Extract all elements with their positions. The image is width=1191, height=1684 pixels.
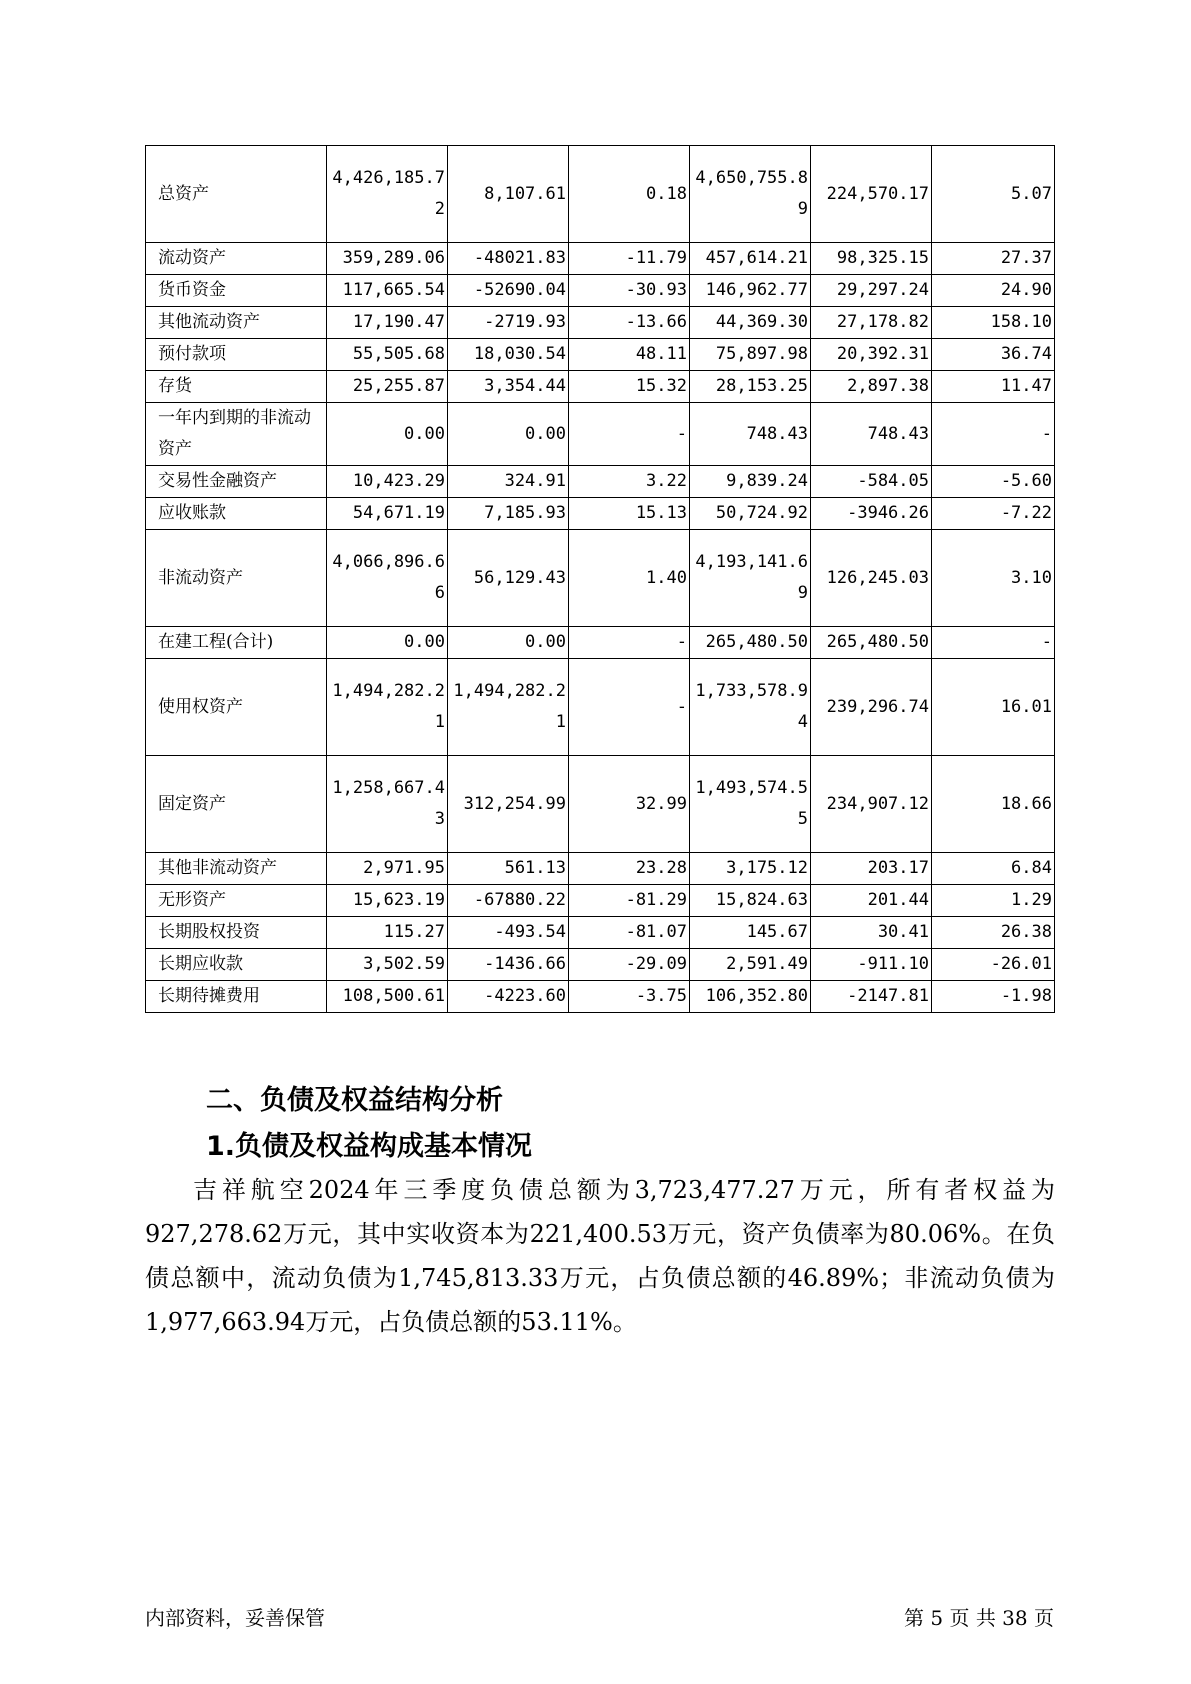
value-cell: 239,296.74	[811, 659, 932, 756]
value-cell: 32.99	[569, 756, 690, 853]
value-cell: 15.32	[569, 371, 690, 403]
table-row	[146, 371, 1055, 403]
row-label: 一年内到期的非流动资产	[146, 403, 327, 466]
value-cell: -2147.81	[811, 981, 932, 1013]
value-cell: 1.29	[932, 885, 1055, 917]
value-cell: 265,480.50	[811, 627, 932, 659]
value-cell: 9,839.24	[690, 466, 811, 498]
row-label: 使用权资产	[146, 659, 327, 756]
value-cell: 201.44	[811, 885, 932, 917]
value-cell: -1.98	[932, 981, 1055, 1013]
value-cell: 1,258,667.43	[327, 756, 448, 853]
row-label: 总资产	[146, 146, 327, 243]
value-cell: -7.22	[932, 498, 1055, 530]
value-cell: 158.10	[932, 307, 1055, 339]
value-cell: 18,030.54	[448, 339, 569, 371]
value-cell: 15,623.19	[327, 885, 448, 917]
value-cell: 1,494,282.21	[448, 659, 569, 756]
value-cell: 234,907.12	[811, 756, 932, 853]
table-row	[146, 917, 1055, 949]
value-cell: -81.07	[569, 917, 690, 949]
value-cell: 24.90	[932, 275, 1055, 307]
row-label: 其他非流动资产	[146, 853, 327, 885]
table-row	[146, 275, 1055, 307]
value-cell: 0.00	[327, 403, 448, 466]
table-row	[146, 853, 1055, 885]
value-cell: 117,665.54	[327, 275, 448, 307]
row-label: 非流动资产	[146, 530, 327, 627]
row-label: 在建工程(合计)	[146, 627, 327, 659]
value-cell: 4,426,185.72	[327, 146, 448, 243]
value-cell: 29,297.24	[811, 275, 932, 307]
row-label: 其他流动资产	[146, 307, 327, 339]
value-cell: 3,502.59	[327, 949, 448, 981]
value-cell: 2,897.38	[811, 371, 932, 403]
value-cell: 1,733,578.94	[690, 659, 811, 756]
value-cell: -	[569, 659, 690, 756]
value-cell: -67880.22	[448, 885, 569, 917]
value-cell: 203.17	[811, 853, 932, 885]
section-title: 二、负债及权益结构分析	[206, 1085, 503, 1116]
value-cell: -3946.26	[811, 498, 932, 530]
value-cell: 0.00	[448, 627, 569, 659]
value-cell: 36.74	[932, 339, 1055, 371]
value-cell: 27.37	[932, 243, 1055, 275]
table-row	[146, 243, 1055, 275]
value-cell: 11.47	[932, 371, 1055, 403]
value-cell: 16.01	[932, 659, 1055, 756]
row-label: 交易性金融资产	[146, 466, 327, 498]
table-row	[146, 885, 1055, 917]
table-row	[146, 756, 1055, 853]
row-label: 流动资产	[146, 243, 327, 275]
value-cell: 126,245.03	[811, 530, 932, 627]
value-cell: -	[932, 627, 1055, 659]
value-cell: 457,614.21	[690, 243, 811, 275]
value-cell: 2,591.49	[690, 949, 811, 981]
table-row	[146, 403, 1055, 466]
row-label: 应收账款	[146, 498, 327, 530]
value-cell: 4,193,141.69	[690, 530, 811, 627]
table-row	[146, 627, 1055, 659]
body-paragraph: 吉祥航空2024年三季度负债总额为3,723,477.27万元，所有者权益为927,278.62万元，其中实收资本为221,400.53万元，资产负债率为80.06%。在负债总额中，流动负债为1,745,813.33万元，占负债总额的46.89%；非流动负债为1,977,663.94万元，占负债总额的53.11%。	[145, 1176, 1055, 1336]
value-cell: 4,066,896.66	[327, 530, 448, 627]
value-cell: 5.07	[932, 146, 1055, 243]
table-row	[146, 307, 1055, 339]
value-cell: -11.79	[569, 243, 690, 275]
value-cell: 1,494,282.21	[327, 659, 448, 756]
value-cell: -29.09	[569, 949, 690, 981]
value-cell: 0.18	[569, 146, 690, 243]
value-cell: -1436.66	[448, 949, 569, 981]
value-cell: -	[569, 627, 690, 659]
row-label: 长期待摊费用	[146, 981, 327, 1013]
value-cell: -493.54	[448, 917, 569, 949]
value-cell: 30.41	[811, 917, 932, 949]
value-cell: 1,493,574.55	[690, 756, 811, 853]
value-cell: -30.93	[569, 275, 690, 307]
asset-structure-table	[145, 145, 1055, 1013]
value-cell: -	[569, 403, 690, 466]
row-label: 货币资金	[146, 275, 327, 307]
value-cell: 1.40	[569, 530, 690, 627]
value-cell: 28,153.25	[690, 371, 811, 403]
value-cell: 359,289.06	[327, 243, 448, 275]
value-cell: 115.27	[327, 917, 448, 949]
value-cell: -13.66	[569, 307, 690, 339]
value-cell: 48.11	[569, 339, 690, 371]
table-row	[146, 498, 1055, 530]
value-cell: -48021.83	[448, 243, 569, 275]
table-row	[146, 339, 1055, 371]
value-cell: 17,190.47	[327, 307, 448, 339]
value-cell: 10,423.29	[327, 466, 448, 498]
value-cell: 312,254.99	[448, 756, 569, 853]
row-label: 无形资产	[146, 885, 327, 917]
value-cell: 7,185.93	[448, 498, 569, 530]
sub-title: 1.负债及权益构成基本情况	[206, 1131, 533, 1162]
value-cell: 145.67	[690, 917, 811, 949]
value-cell: -52690.04	[448, 275, 569, 307]
value-cell: 55,505.68	[327, 339, 448, 371]
value-cell: -	[932, 403, 1055, 466]
value-cell: -2719.93	[448, 307, 569, 339]
value-cell: 3.10	[932, 530, 1055, 627]
value-cell: 748.43	[690, 403, 811, 466]
table-row	[146, 466, 1055, 498]
value-cell: 50,724.92	[690, 498, 811, 530]
value-cell: 18.66	[932, 756, 1055, 853]
table-row	[146, 981, 1055, 1013]
value-cell: 44,369.30	[690, 307, 811, 339]
value-cell: 108,500.61	[327, 981, 448, 1013]
value-cell: 2,971.95	[327, 853, 448, 885]
value-cell: 0.00	[448, 403, 569, 466]
value-cell: 15.13	[569, 498, 690, 530]
value-cell: 23.28	[569, 853, 690, 885]
row-label: 固定资产	[146, 756, 327, 853]
value-cell: -26.01	[932, 949, 1055, 981]
footer-confidential-note: 内部资料，妥善保管	[145, 1606, 325, 1630]
table-row	[146, 530, 1055, 627]
value-cell: 561.13	[448, 853, 569, 885]
value-cell: 26.38	[932, 917, 1055, 949]
value-cell: -3.75	[569, 981, 690, 1013]
table-body	[146, 146, 1055, 1013]
value-cell: 6.84	[932, 853, 1055, 885]
value-cell: 98,325.15	[811, 243, 932, 275]
value-cell: 3,175.12	[690, 853, 811, 885]
value-cell: 3.22	[569, 466, 690, 498]
row-label: 长期股权投资	[146, 917, 327, 949]
value-cell: 56,129.43	[448, 530, 569, 627]
value-cell: 27,178.82	[811, 307, 932, 339]
row-label: 预付款项	[146, 339, 327, 371]
value-cell: 4,650,755.89	[690, 146, 811, 243]
table-row	[146, 949, 1055, 981]
table-row	[146, 146, 1055, 243]
value-cell: -81.29	[569, 885, 690, 917]
value-cell: 324.91	[448, 466, 569, 498]
value-cell: 15,824.63	[690, 885, 811, 917]
value-cell: 8,107.61	[448, 146, 569, 243]
value-cell: 748.43	[811, 403, 932, 466]
value-cell: -911.10	[811, 949, 932, 981]
row-label: 存货	[146, 371, 327, 403]
value-cell: -584.05	[811, 466, 932, 498]
value-cell: 106,352.80	[690, 981, 811, 1013]
value-cell: 3,354.44	[448, 371, 569, 403]
table-row	[146, 659, 1055, 756]
value-cell: 25,255.87	[327, 371, 448, 403]
value-cell: 224,570.17	[811, 146, 932, 243]
value-cell: 0.00	[327, 627, 448, 659]
value-cell: 146,962.77	[690, 275, 811, 307]
value-cell: 54,671.19	[327, 498, 448, 530]
value-cell: -5.60	[932, 466, 1055, 498]
value-cell: 75,897.98	[690, 339, 811, 371]
footer-page-number: 第 5 页 共 38 页	[904, 1606, 1054, 1630]
value-cell: -4223.60	[448, 981, 569, 1013]
value-cell: 265,480.50	[690, 627, 811, 659]
value-cell: 20,392.31	[811, 339, 932, 371]
row-label: 长期应收款	[146, 949, 327, 981]
